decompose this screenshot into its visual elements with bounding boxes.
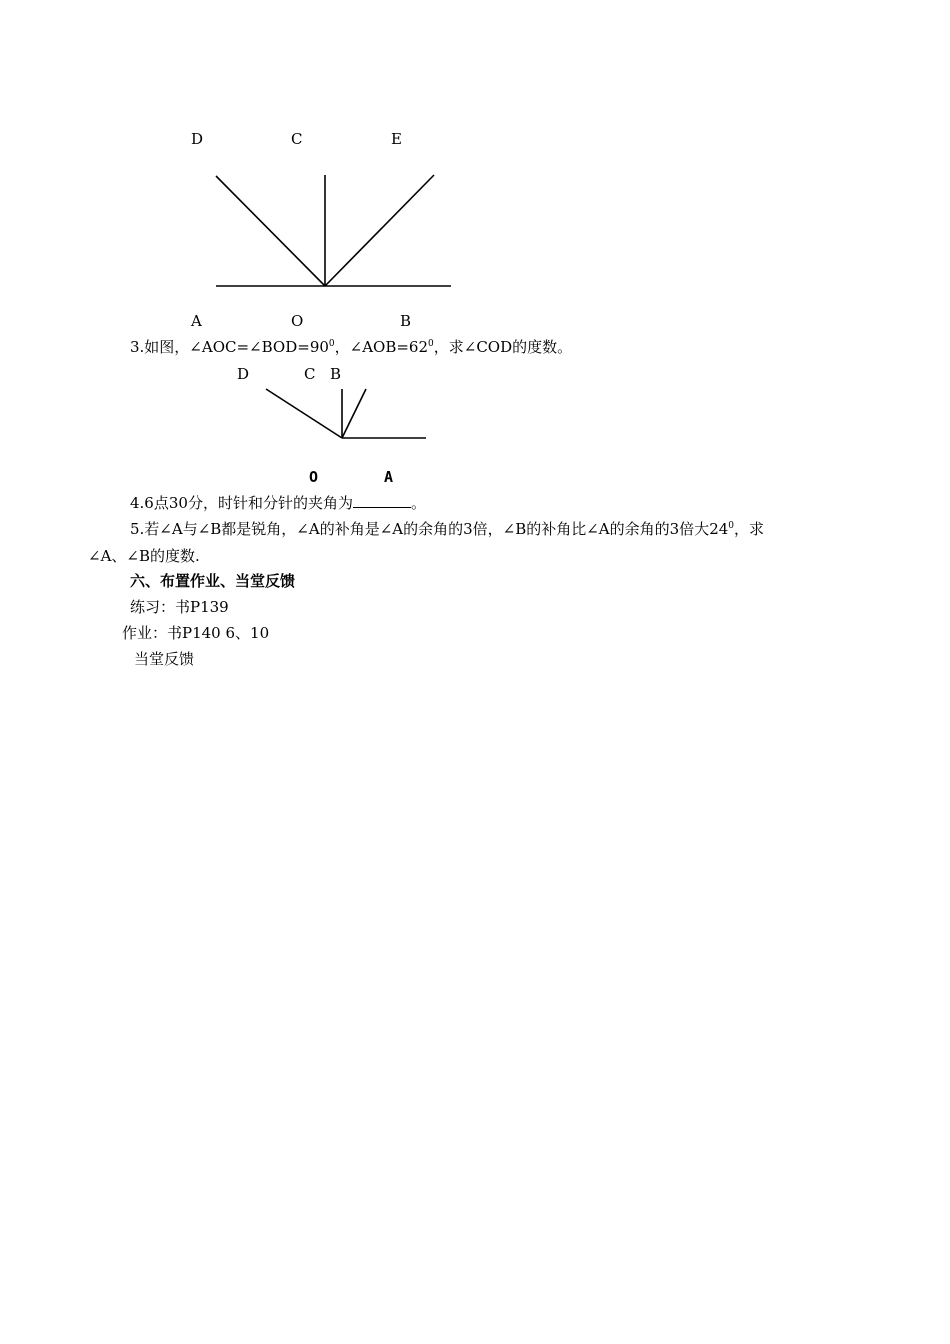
fig2-label-A: A bbox=[384, 468, 394, 486]
fig1-label-A: A bbox=[191, 312, 202, 330]
problem-4 bbox=[130, 493, 426, 513]
degree-sup: 0 bbox=[428, 339, 434, 349]
answer-blank[interactable] bbox=[353, 493, 411, 508]
feedback-line: 当堂反馈 bbox=[134, 650, 195, 668]
ray-OB-2 bbox=[342, 389, 366, 438]
fig1-label-D: D bbox=[191, 130, 204, 148]
fig2-label-O: O bbox=[309, 468, 319, 486]
problem-5-suffix: ，求 bbox=[734, 520, 765, 538]
degree-sup: 0 bbox=[328, 339, 335, 349]
fig1-label-E: E bbox=[391, 130, 402, 148]
problem-3-suffix: ，求∠COD的度数。 bbox=[433, 338, 573, 356]
problem-5-line-2: ∠A、∠B的度数. bbox=[88, 547, 200, 565]
practice-line: 练习：书P139 bbox=[130, 598, 229, 616]
fig1-label-O: O bbox=[291, 312, 304, 330]
problem-4-end: 。 bbox=[410, 494, 426, 512]
fig2-label-D: D bbox=[237, 365, 250, 383]
problem-5-line-1 bbox=[130, 519, 764, 539]
problem-4-text: 4.6点30分，时针和分针的夹角为 bbox=[130, 494, 353, 512]
fig2-label-C: C bbox=[304, 365, 316, 383]
ray-OE bbox=[325, 175, 434, 286]
fig1-label-B: B bbox=[400, 312, 412, 330]
section-6-heading: 六、布置作业、当堂反馈 bbox=[130, 572, 296, 590]
ray-OD bbox=[216, 176, 325, 286]
fig2-label-B: B bbox=[330, 365, 342, 383]
problem-5-prefix: 5.若∠A与∠B都是锐角，∠A的补角是∠A的余角的3倍，∠B的补角比∠A的余角的3倍大24 bbox=[130, 520, 729, 538]
fig1-label-C: C bbox=[291, 130, 303, 148]
degree-sup: 0 bbox=[728, 521, 735, 531]
homework-line: 作业：书P140 6、10 bbox=[122, 624, 270, 642]
problem-3-prefix: 3.如图，∠AOC=∠BOD=90 bbox=[130, 338, 329, 356]
problem-3-middle: ，∠AOB=62 bbox=[334, 338, 429, 356]
problem-3 bbox=[130, 337, 572, 357]
ray-OD-2 bbox=[266, 389, 342, 438]
